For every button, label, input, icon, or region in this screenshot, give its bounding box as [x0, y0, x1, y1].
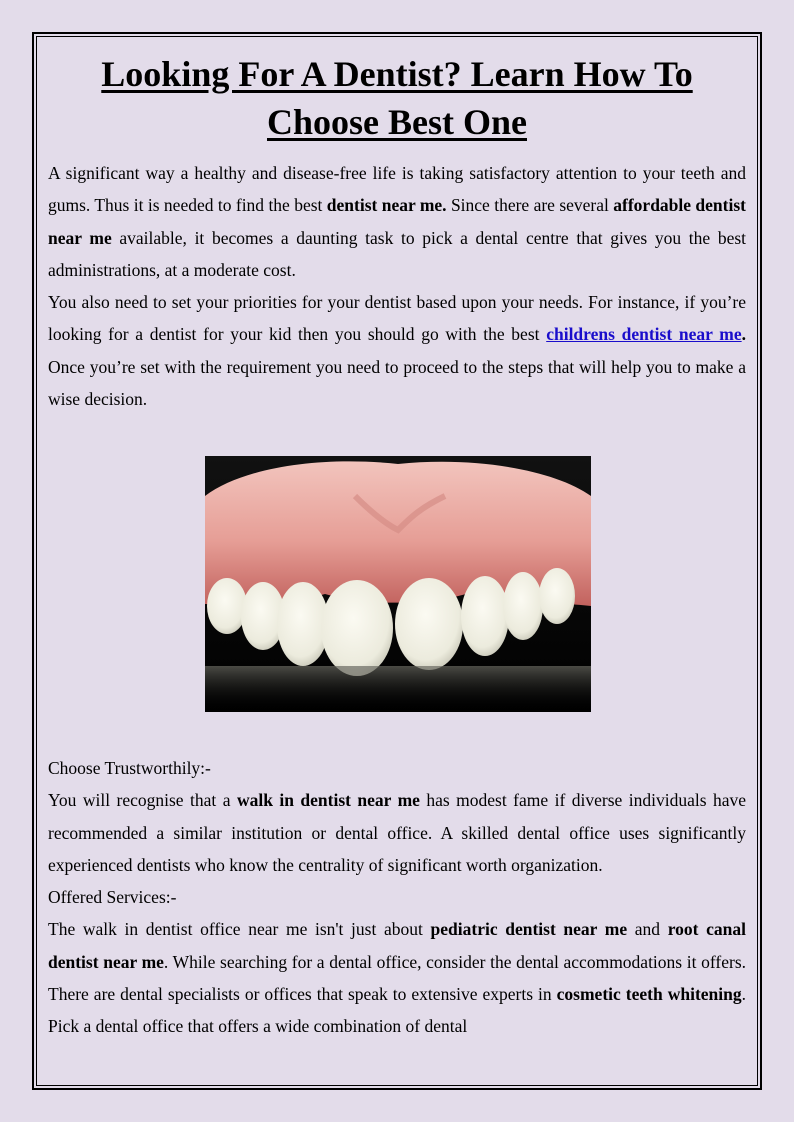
- paragraph-text: available, it becomes a daunting task to pick a dental centre that gives you the best administrations, at a moderate cost.: [48, 227, 747, 280]
- paragraph-text: A significant way a healthy and disease-free life is taking satisfactory attention to your teeth and gums. Thus it is needed to find the best: [48, 163, 746, 216]
- paragraph-text: You will recognise that a: [48, 790, 237, 811]
- keyword-pediatric-dentist: pediatric dentist near me: [430, 919, 628, 940]
- keyword-cosmetic-teeth-whitening: cosmetic teeth whitening: [556, 984, 742, 1005]
- paragraph-text: Since there are several: [446, 195, 614, 216]
- keyword-dentist-near-me: dentist near me.: [326, 195, 447, 216]
- document-body-lower: [48, 752, 746, 1043]
- paragraph-text: .: [741, 324, 747, 345]
- paragraph-text: . Pick a dental office that offers a wide combination of dental: [48, 984, 746, 1037]
- paragraph-text: has modest fame if diverse individuals have recommended a similar institution or dental office. A skilled dental office uses significantly experienced dentists who know the centrality of significant worth organization.: [48, 790, 746, 875]
- denture-photo: [205, 456, 591, 712]
- keyword-root-canal-dentist: root canal dentist near me: [48, 919, 746, 972]
- heading-offered-services: Offered Services:-: [48, 887, 177, 908]
- paragraph-text: Once you’re set with the requirement you need to proceed to the steps that will help you to make a wise decision.: [48, 356, 746, 410]
- paragraph-text: . While searching for a dental office, consider the dental accommodations it offers. There are dental specialists or offices that speak to extensive experts in: [48, 951, 746, 1005]
- denture-illustration: [205, 456, 591, 712]
- paragraph-text: You also need to set your priorities for your dentist based upon your needs. For instance, if you’re looking for a dentist for your kid then you should go with the best: [48, 292, 746, 345]
- paragraph-priorities: [48, 286, 746, 415]
- paragraph-intro: [48, 157, 746, 286]
- heading-choose-trustworthily: Choose Trustworthily:-: [48, 758, 211, 778]
- keyword-affordable-dentist: affordable dentist near me: [48, 195, 746, 248]
- childrens-dentist-link[interactable]: childrens dentist near me: [546, 324, 742, 345]
- paragraph-services: [48, 913, 746, 1042]
- keyword-walk-in-dentist: walk in dentist near me: [236, 790, 420, 811]
- paragraph-text: The walk in dentist office near me isn't just about: [48, 919, 431, 940]
- page-title: Looking For A Dentist? Learn How To Choose Best One: [101, 54, 693, 142]
- paragraph-trustworthy: [48, 784, 746, 881]
- document-body: [48, 48, 746, 415]
- paragraph-text: and: [627, 919, 668, 940]
